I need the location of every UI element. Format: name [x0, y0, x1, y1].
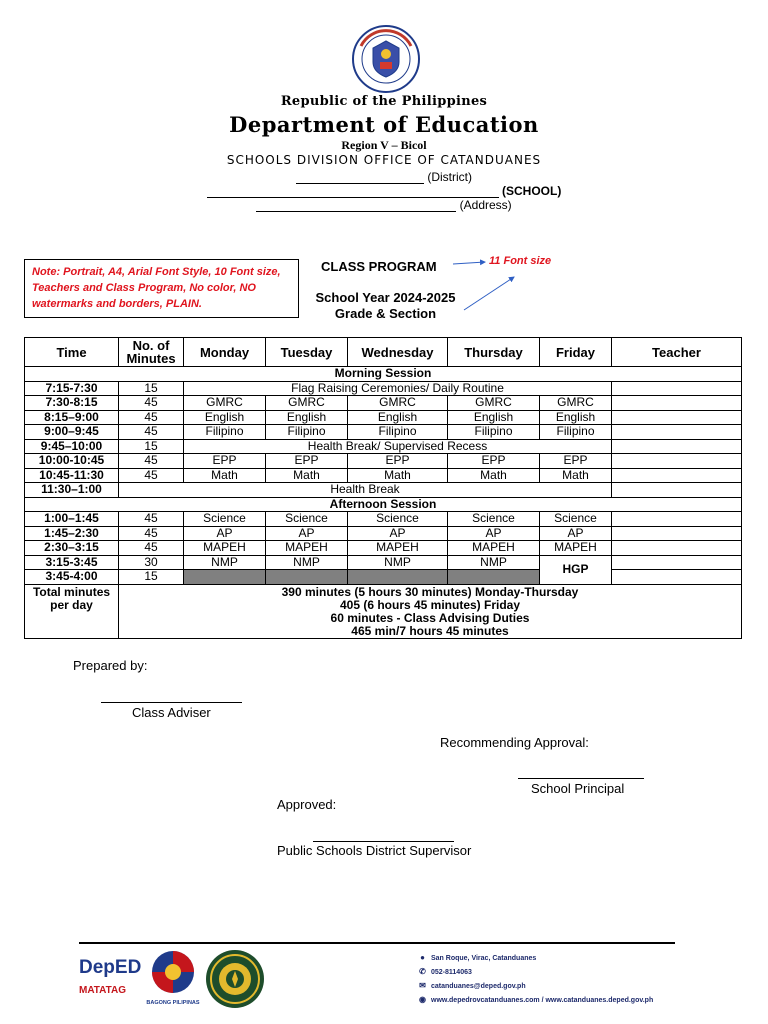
- minutes-cell: 45: [119, 468, 184, 483]
- subject-cell: NMP: [184, 555, 266, 570]
- footer-divider: [79, 942, 675, 944]
- shaded-cell: [184, 570, 266, 585]
- subject-cell: AP: [348, 526, 448, 541]
- header-thursday: Thursday: [448, 338, 540, 367]
- time-cell: 8:15–9:00: [25, 410, 119, 425]
- afternoon-session-label: Afternoon Session: [25, 497, 742, 512]
- subject-cell: AP: [448, 526, 540, 541]
- teacher-cell[interactable]: [612, 541, 742, 556]
- subject-cell: EPP: [540, 454, 612, 469]
- deped-matatag-logo: [79, 951, 142, 1003]
- total-minutes-label: Total minutes per day: [25, 584, 119, 638]
- activity-span-cell: Health Break/ Supervised Recess: [184, 439, 612, 454]
- subject-cell: MAPEH: [348, 541, 448, 556]
- subject-cell: Filipino: [266, 425, 348, 440]
- time-cell: 10:00-10:45: [25, 454, 119, 469]
- subject-cell: Math: [184, 468, 266, 483]
- teacher-cell[interactable]: [612, 512, 742, 527]
- subject-cell: GMRC: [540, 396, 612, 411]
- division-heading: SCHOOLS DIVISION OFFICE OF CATANDUANES: [226, 153, 542, 167]
- teacher-cell[interactable]: [612, 410, 742, 425]
- table-row: [25, 555, 742, 570]
- subject-cell: Math: [540, 468, 612, 483]
- subject-cell: AP: [266, 526, 348, 541]
- psds-label: Public Schools District Supervisor: [277, 843, 472, 858]
- time-cell: 1:00–1:45: [25, 512, 119, 527]
- subject-cell: EPP: [266, 454, 348, 469]
- totals-cell: [119, 584, 742, 638]
- department-heading: Department of Education: [229, 112, 539, 137]
- subject-cell: Science: [540, 512, 612, 527]
- contact-email-link[interactable]: catanduanes@deped.gov.ph: [431, 983, 526, 990]
- table-row: [25, 425, 742, 440]
- subject-cell: GMRC: [348, 396, 448, 411]
- teacher-cell[interactable]: [612, 483, 742, 498]
- time-cell: 9:45–10:00: [25, 439, 119, 454]
- table-row: [25, 410, 742, 425]
- contact-website: [418, 995, 653, 1004]
- district-line: [0, 170, 768, 184]
- shaded-cell: [348, 570, 448, 585]
- teacher-cell[interactable]: [612, 526, 742, 541]
- subject-cell: English: [266, 410, 348, 425]
- subject-cell: NMP: [448, 555, 540, 570]
- adviser-signature-line[interactable]: [101, 702, 242, 703]
- subject-cell: Math: [348, 468, 448, 483]
- table-row: [25, 483, 742, 498]
- subject-cell: Science: [266, 512, 348, 527]
- matatag-text: MATATAG: [79, 985, 127, 996]
- header-time: Time: [25, 338, 119, 367]
- class-adviser-label: Class Adviser: [132, 705, 211, 720]
- subject-cell: MAPEH: [448, 541, 540, 556]
- contact-address: [418, 953, 536, 962]
- totals-row: [25, 584, 742, 638]
- contact-website-link[interactable]: www.depedrovcatanduanes.com / www.catanduanes.deped.gov.ph: [431, 997, 654, 1004]
- time-cell: 9:00–9:45: [25, 425, 119, 440]
- header-friday: Friday: [540, 338, 612, 367]
- teacher-cell[interactable]: [612, 555, 742, 570]
- subject-cell: AP: [540, 526, 612, 541]
- school-year: School Year 2024-2025: [315, 290, 456, 305]
- contact-phone-text: 052-8114063: [431, 969, 472, 976]
- contact-phone: [418, 967, 472, 976]
- bagong-pilipinas-logo: [145, 949, 201, 1005]
- font-size-callout: 11 Font size: [489, 255, 552, 267]
- sdo-catanduanes-seal: [205, 949, 265, 1009]
- deped-logo-text: DepED: [79, 957, 142, 978]
- bagong-pilipinas-text: BAGONG PILIPINAS: [146, 1000, 200, 1006]
- class-program-title: CLASS PROGRAM: [321, 259, 437, 274]
- total-line: 405 (6 hours 45 minutes) Friday: [339, 597, 521, 612]
- header-teacher: Teacher: [612, 338, 742, 367]
- subject-cell: Math: [448, 468, 540, 483]
- header-minutes: No. of Minutes: [119, 338, 184, 367]
- time-cell: 3:45-4:00: [25, 570, 119, 585]
- session-row: [25, 497, 742, 512]
- subject-cell: MAPEH: [266, 541, 348, 556]
- header-tuesday: Tuesday: [266, 338, 348, 367]
- shaded-cell: [266, 570, 348, 585]
- time-cell: 10:45-11:30: [25, 468, 119, 483]
- session-row: [25, 367, 742, 382]
- subject-cell: Science: [184, 512, 266, 527]
- table-row: [25, 526, 742, 541]
- time-cell: 2:30–3:15: [25, 541, 119, 556]
- minutes-cell: 45: [119, 425, 184, 440]
- teacher-cell[interactable]: [612, 468, 742, 483]
- address-blank[interactable]: [256, 211, 456, 212]
- time-cell: 3:15-3:45: [25, 555, 119, 570]
- minutes-cell: 15: [119, 381, 184, 396]
- subject-cell: GMRC: [266, 396, 348, 411]
- table-header-row: [25, 338, 742, 367]
- minutes-cell: 30: [119, 555, 184, 570]
- deped-seal-logo: [351, 24, 421, 94]
- principal-signature-line[interactable]: [518, 778, 644, 779]
- header-monday: Monday: [184, 338, 266, 367]
- contact-address-text: San Roque, Virac, Catanduanes: [431, 955, 537, 962]
- hgp-cell: HGP: [540, 555, 612, 584]
- subject-cell: EPP: [348, 454, 448, 469]
- minutes-cell: 45: [119, 454, 184, 469]
- prepared-by-label: Prepared by:: [73, 658, 148, 673]
- table-row: [25, 468, 742, 483]
- subject-cell: NMP: [348, 555, 448, 570]
- teacher-cell[interactable]: [612, 425, 742, 440]
- school-label: (SCHOOL): [502, 184, 562, 198]
- table-row: [25, 570, 742, 585]
- recommending-approval-label: Recommending Approval:: [440, 735, 589, 750]
- subject-cell: Filipino: [184, 425, 266, 440]
- district-label: (District): [427, 170, 472, 184]
- table-row: [25, 439, 742, 454]
- subject-cell: English: [540, 410, 612, 425]
- time-cell: 7:30-8:15: [25, 396, 119, 411]
- subject-cell: AP: [184, 526, 266, 541]
- teacher-cell[interactable]: [612, 381, 742, 396]
- bagong-pilipinas-emblem: [145, 949, 201, 995]
- teacher-cell[interactable]: [612, 439, 742, 454]
- subject-cell: Filipino: [448, 425, 540, 440]
- time-cell: 11:30–1:00: [25, 483, 119, 498]
- minutes-cell: 45: [119, 526, 184, 541]
- class-program-table: [24, 337, 742, 639]
- table-row: [25, 381, 742, 396]
- subject-cell: Math: [266, 468, 348, 483]
- table-row: [25, 396, 742, 411]
- subject-cell: English: [184, 410, 266, 425]
- republic-heading: Republic of the Philippines: [280, 94, 488, 109]
- subject-cell: Filipino: [348, 425, 448, 440]
- minutes-cell: 45: [119, 541, 184, 556]
- subject-cell: Science: [448, 512, 540, 527]
- address-line: [0, 198, 768, 212]
- minutes-cell: 45: [119, 512, 184, 527]
- header-wednesday: Wednesday: [348, 338, 448, 367]
- shaded-cell: [448, 570, 540, 585]
- minutes-cell: 15: [119, 439, 184, 454]
- teacher-cell[interactable]: [612, 570, 742, 585]
- teacher-cell[interactable]: [612, 454, 742, 469]
- location-pin-icon: ●: [420, 953, 425, 962]
- activity-span-cell: Flag Raising Ceremonies/ Daily Routine: [184, 381, 612, 396]
- email-icon: ✉: [419, 981, 426, 990]
- subject-cell: English: [348, 410, 448, 425]
- time-cell: 1:45–2:30: [25, 526, 119, 541]
- total-line: 60 minutes - Class Advising Duties: [330, 610, 530, 625]
- school-principal-label: School Principal: [531, 781, 625, 796]
- subject-cell: EPP: [448, 454, 540, 469]
- subject-cell: Science: [348, 512, 448, 527]
- subject-cell: NMP: [266, 555, 348, 570]
- subject-cell: MAPEH: [540, 541, 612, 556]
- contact-email: [418, 981, 526, 990]
- approved-label: Approved:: [277, 797, 337, 812]
- subject-cell: GMRC: [448, 396, 540, 411]
- time-cell: 7:15-7:30: [25, 381, 119, 396]
- activity-span-cell: Health Break: [119, 483, 612, 498]
- grade-section: Grade & Section: [334, 306, 437, 321]
- region-heading: Region V – Bicol: [341, 138, 427, 152]
- subject-cell: Filipino: [540, 425, 612, 440]
- psds-signature-line[interactable]: [313, 841, 454, 842]
- school-line: [0, 184, 768, 198]
- teacher-cell[interactable]: [612, 396, 742, 411]
- table-row: [25, 512, 742, 527]
- subject-cell: EPP: [184, 454, 266, 469]
- table-row: [25, 454, 742, 469]
- morning-session-label: Morning Session: [25, 367, 742, 382]
- minutes-cell: 45: [119, 410, 184, 425]
- total-line: 465 min/7 hours 45 minutes: [351, 623, 509, 638]
- subject-cell: MAPEH: [184, 541, 266, 556]
- globe-icon: ◉: [419, 995, 426, 1004]
- phone-icon: ✆: [419, 967, 426, 976]
- format-note: Note: Portrait, A4, Arial Font Style, 10 Font size, Teachers and Class Program, No color, NO watermarks and borders, PLAIN.: [24, 259, 299, 318]
- subject-cell: GMRC: [184, 396, 266, 411]
- minutes-cell: 45: [119, 396, 184, 411]
- minutes-cell: 15: [119, 570, 184, 585]
- subject-cell: English: [448, 410, 540, 425]
- address-label: (Address): [459, 198, 512, 212]
- table-row: [25, 541, 742, 556]
- total-line: 390 minutes (5 hours 30 minutes) Monday-Thursday: [281, 584, 579, 599]
